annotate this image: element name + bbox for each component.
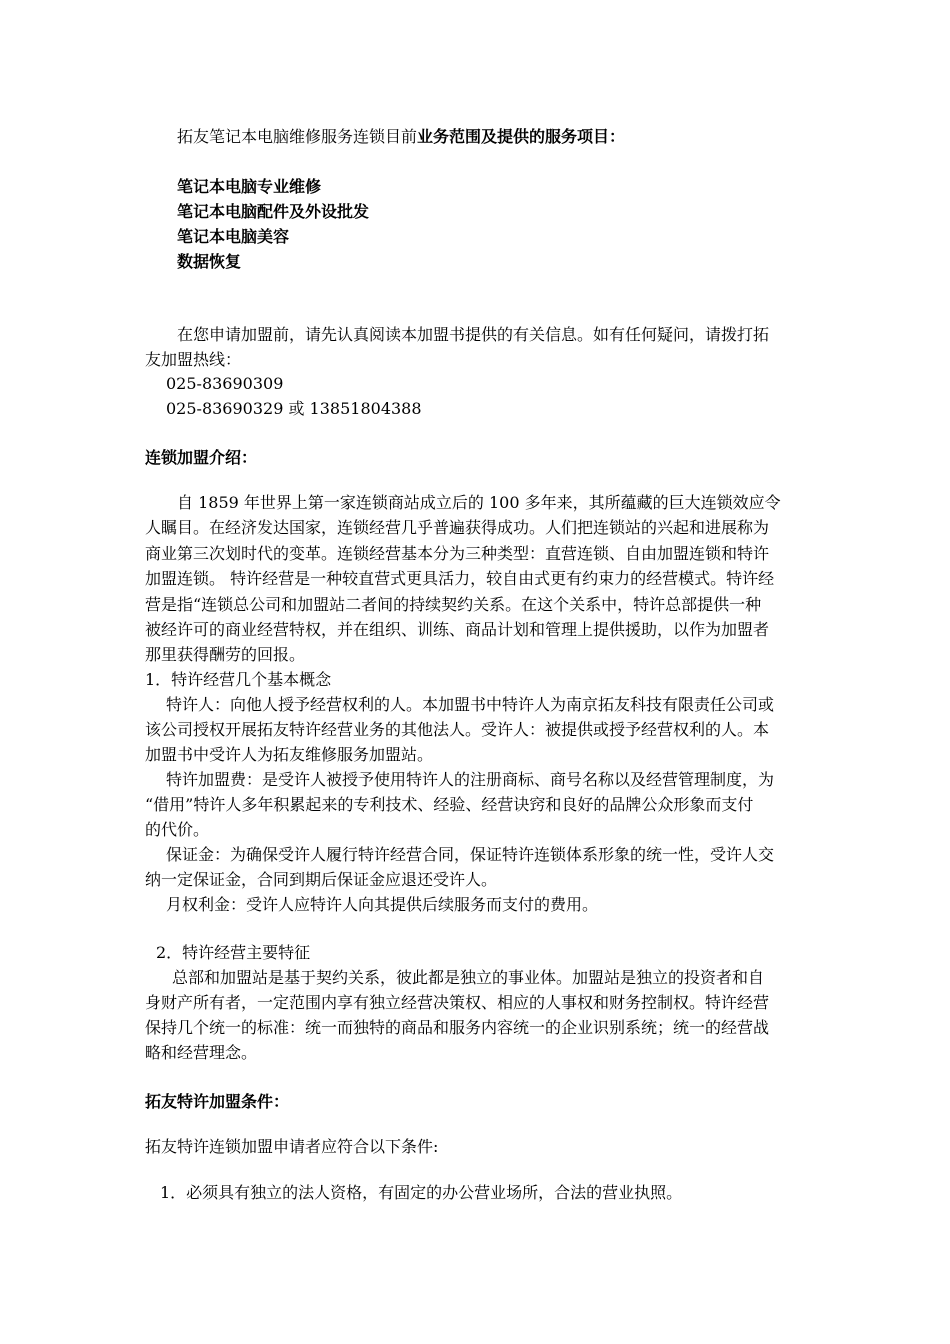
paragraph-line: 的代价。 (145, 820, 210, 839)
contact-phone: 025-83690309 (166, 374, 284, 393)
paragraph-line: 那里获得酬劳的回报。 (145, 645, 306, 664)
paragraph-line: 保持几个统一的标准：统一而独特的商品和服务内容统一的企业识别系统；统一的经营战 (145, 1018, 770, 1037)
conditions-intro: 拓友特许连锁加盟申请者应符合以下条件: (145, 1137, 439, 1156)
paragraph-line: 特许加盟费：是受许人被授予使用特许人的注册商标、商号名称以及经营管理制度，为 (166, 770, 775, 789)
section-heading: 拓友特许加盟条件： (145, 1092, 290, 1111)
paragraph-line: 该公司授权开展拓友特许经营业务的其他法人。受许人：被提供或授予经营权利的人。本 (145, 720, 770, 739)
paragraph-line: 身财产所有者，一定范围内享有独立经营决策权、相应的人事权和财务控制权。特许经营 (145, 993, 770, 1012)
contact-text: 在您申请加盟前，请先认真阅读本加盟书提供的有关信息。如有任何疑问，请拨打拓 (177, 325, 770, 344)
paragraph-line: 总部和加盟站是基于契约关系，彼此都是独立的事业体。加盟站是独立的投资者和自 (172, 968, 765, 987)
service-item: 笔记本电脑专业维修 (177, 177, 322, 196)
paragraph-line: 保证金：为确保受许人履行特许经营合同，保证特许连锁体系形象的统一性，受许人交 (166, 845, 775, 864)
subsection-title: 2．特许经营主要特征 (156, 943, 311, 962)
paragraph-line: 被经许可的商业经营特权，并在组织、训练、商品计划和管理上提供援助，以作为加盟者 (145, 620, 770, 639)
service-item: 数据恢复 (177, 252, 242, 271)
paragraph-line: 商业第三次划时代的变革。连锁经营基本分为三种类型：直营连锁、自由加盟连锁和特许 (145, 544, 770, 563)
contact-text: 友加盟热线： (145, 350, 242, 369)
condition-item: 1．必须具有独立的法人资格，有固定的办公营业场所，合法的营业执照。 (160, 1183, 683, 1202)
intro-line (177, 127, 625, 147)
subsection-title: 1．特许经营几个基本概念 (145, 670, 332, 689)
intro-lead-text: 拓友笔记本电脑维修服务连锁目前 (177, 127, 418, 146)
intro-lead-bold: 业务范围及提供的服务项目： (417, 127, 626, 146)
service-item: 笔记本电脑美容 (177, 227, 290, 246)
paragraph-line: 人瞩目。在经济发达国家，连锁经营几乎普遍获得成功。人们把连锁站的兴起和进展称为 (145, 518, 770, 537)
service-item: 笔记本电脑配件及外设批发 (177, 202, 370, 221)
paragraph-line: 加盟连锁。 特许经营是一种较直营式更具活力，较自由式更有约束力的经营模式。特许经 (145, 569, 775, 588)
paragraph-line: 自 1859 年世界上第一家连锁商站成立后的 100 多年来，其所蕴藏的巨大连锁效应令 (177, 493, 781, 512)
paragraph-line: 特许人：向他人授予经营权利的人。本加盟书中特许人为南京拓友科技有限责任公司或 (166, 695, 775, 714)
paragraph-line: 加盟书中受许人为拓友维修服务加盟站。 (145, 745, 434, 764)
paragraph-line: 营是指“连锁总公司和加盟站二者间的持续契约关系。在这个关系中，特许总部提供一种 (145, 595, 762, 614)
paragraph-line: 略和经营理念。 (145, 1043, 258, 1062)
section-heading: 连锁加盟介绍： (145, 448, 258, 467)
contact-phone: 025-83690329 或 13851804388 (166, 399, 422, 418)
paragraph-line: “借用”特许人多年积累起来的专利技术、经验、经营诀窍和良好的品牌公众形象而支付 (145, 795, 754, 814)
paragraph-line: 月权利金：受许人应特许人向其提供后续服务而支付的费用。 (166, 895, 599, 914)
paragraph-line: 纳一定保证金，合同到期后保证金应退还受许人。 (145, 870, 498, 889)
